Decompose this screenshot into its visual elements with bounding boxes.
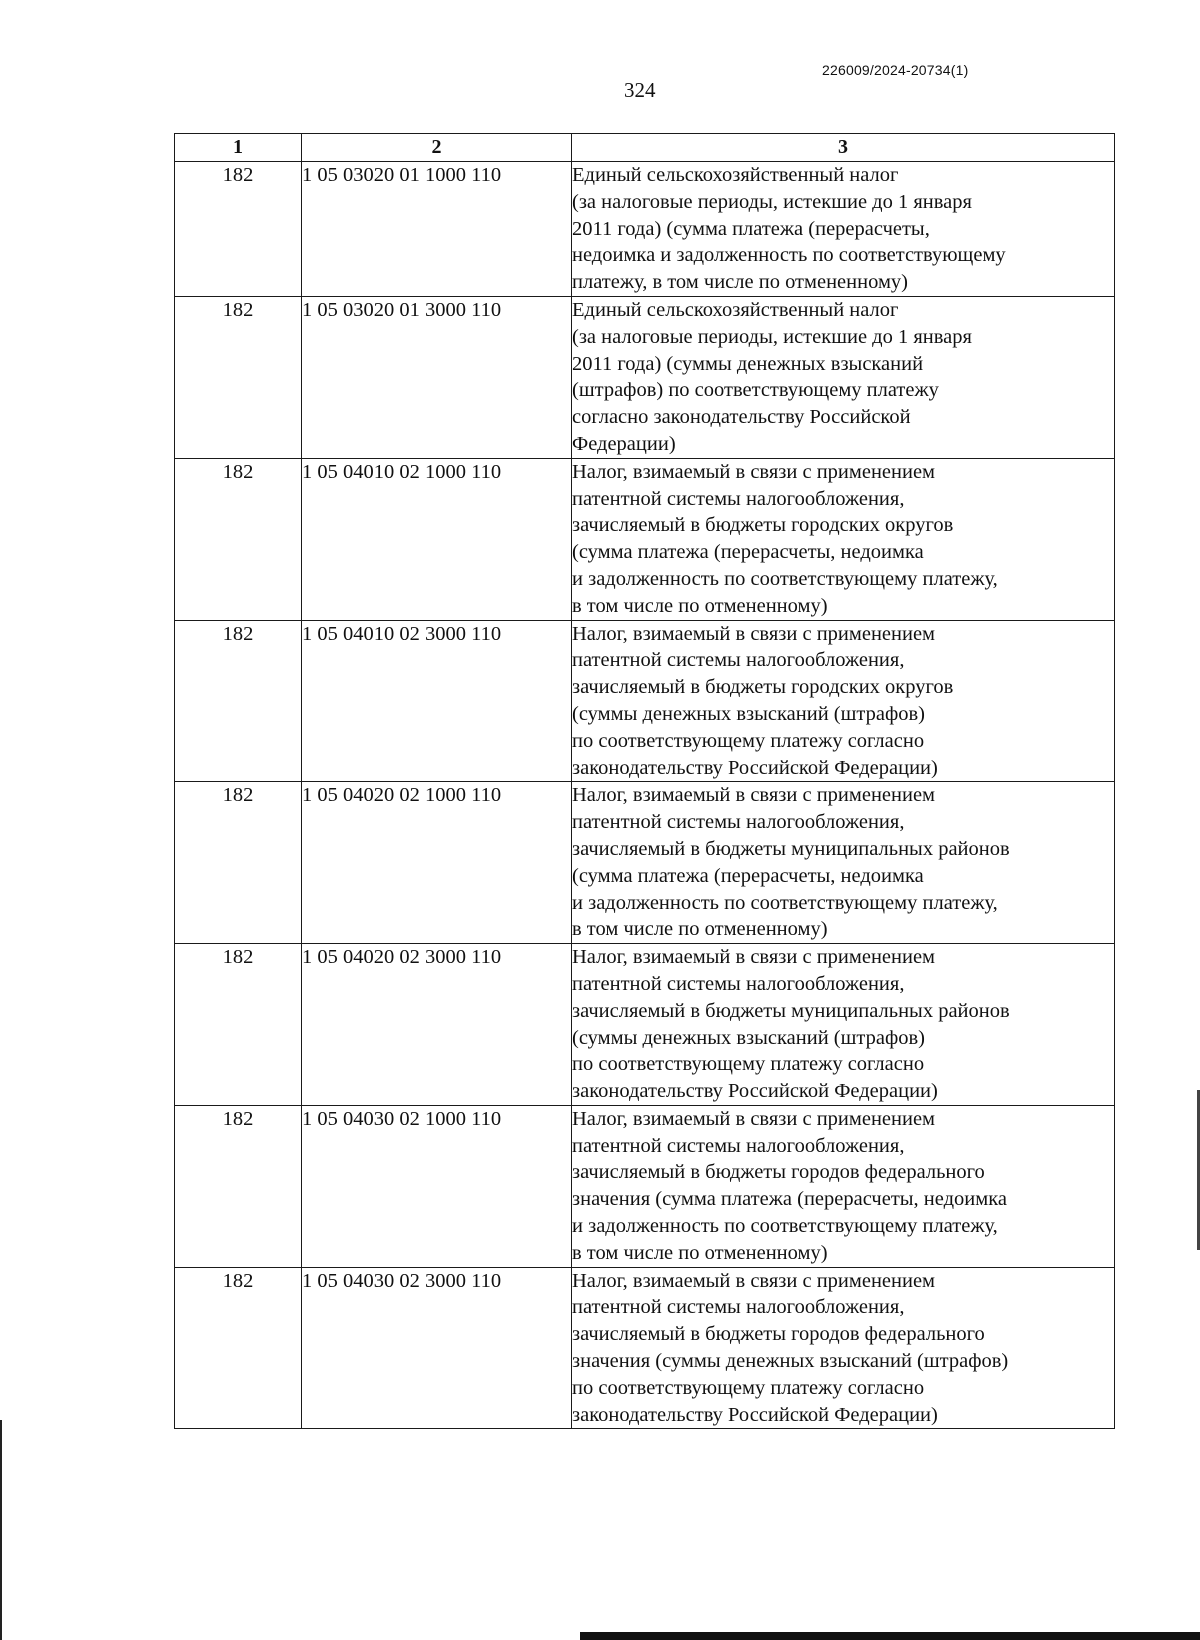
description-line: (штрафов) по соответствующему платежу bbox=[572, 379, 939, 402]
description-line: и задолженность по соответствующему платежу, bbox=[572, 567, 998, 590]
description-line: Единый сельскохозяйственный налог bbox=[572, 164, 899, 186]
description-line: патентной системы налогообложения, bbox=[572, 1134, 905, 1157]
description-line: патентной системы налогообложения, bbox=[572, 811, 905, 834]
income-description-cell bbox=[572, 1267, 1115, 1429]
table-row bbox=[175, 458, 1115, 620]
administrator-code-cell: 182 bbox=[175, 458, 302, 620]
table-body bbox=[175, 162, 1115, 1429]
income-description-cell bbox=[572, 162, 1115, 297]
column-header-3: 3 bbox=[572, 134, 1115, 162]
description-line: Налог, взимаемый в связи с применением bbox=[572, 1269, 936, 1292]
description-line: патентной системы налогообложения, bbox=[572, 1296, 905, 1319]
description-line: патентной системы налогообложения, bbox=[572, 487, 905, 510]
budget-code-cell: 1 05 04030 02 1000 110 bbox=[302, 1105, 572, 1267]
administrator-code-cell: 182 bbox=[175, 296, 302, 458]
description-line: 2011 года) (суммы денежных взысканий bbox=[572, 352, 924, 375]
administrator-code-cell: 182 bbox=[175, 1105, 302, 1267]
budget-code-cell: 1 05 03020 01 3000 110 bbox=[302, 296, 572, 458]
description-line: зачисляемый в бюджеты городских округов bbox=[572, 514, 954, 537]
column-header-1: 1 bbox=[175, 134, 302, 162]
income-description-cell bbox=[572, 1105, 1115, 1267]
description-line: (суммы денежных взысканий (штрафов) bbox=[572, 1026, 926, 1049]
budget-code-cell: 1 05 04020 02 3000 110 bbox=[302, 944, 572, 1106]
description-line: Налог, взимаемый в связи с применением bbox=[572, 622, 936, 645]
description-line: по соответствующему платежу согласно bbox=[572, 1376, 925, 1399]
budget-code-cell: 1 05 04010 02 3000 110 bbox=[302, 620, 572, 782]
description-line: платежу, в том числе по отмененному) bbox=[572, 271, 908, 294]
income-description-cell bbox=[572, 620, 1115, 782]
table-row bbox=[175, 620, 1115, 782]
income-description-cell bbox=[572, 782, 1115, 944]
description-line: Единый сельскохозяйственный налог bbox=[572, 298, 899, 321]
table-row bbox=[175, 1267, 1115, 1429]
budget-code-cell: 1 05 04020 02 1000 110 bbox=[302, 782, 572, 944]
description-line: законодательству Российской Федерации) bbox=[572, 1403, 938, 1426]
scan-edge-bottom bbox=[580, 1632, 1200, 1640]
table-row bbox=[175, 782, 1115, 944]
description-line: зачисляемый в бюджеты городских округов bbox=[572, 676, 954, 699]
description-line: и задолженность по соответствующему платежу, bbox=[572, 1215, 998, 1238]
document-registration-number: 226009/2024-20734(1) bbox=[822, 62, 969, 78]
table-row bbox=[175, 296, 1115, 458]
budget-code-cell: 1 05 04030 02 3000 110 bbox=[302, 1267, 572, 1429]
description-line: 2011 года) (сумма платежа (перерасчеты, bbox=[572, 217, 930, 240]
income-description-cell bbox=[572, 944, 1115, 1106]
description-line: (за налоговые периоды, истекшие до 1 января bbox=[572, 325, 972, 348]
description-line: Налог, взимаемый в связи с применением bbox=[572, 1107, 936, 1130]
description-line: Налог, взимаемый в связи с применением bbox=[572, 460, 936, 483]
description-line: недоимка и задолженность по соответствующему bbox=[572, 244, 1006, 267]
description-line: в том числе по отмененному) bbox=[572, 594, 828, 617]
description-line: значения (сумма платежа (перерасчеты, недоимка bbox=[572, 1188, 1007, 1211]
description-line: Налог, взимаемый в связи с применением bbox=[572, 946, 936, 969]
administrator-code-cell: 182 bbox=[175, 620, 302, 782]
administrator-code-cell: 182 bbox=[175, 782, 302, 944]
description-line: зачисляемый в бюджеты городов федерального bbox=[572, 1323, 985, 1346]
description-line: (сумма платежа (перерасчеты, недоимка bbox=[572, 541, 924, 564]
description-line: по соответствующему платежу согласно bbox=[572, 1053, 925, 1076]
description-line: зачисляемый в бюджеты муниципальных районов bbox=[572, 837, 1010, 860]
description-line: и задолженность по соответствующему платежу, bbox=[572, 891, 998, 914]
description-line: в том числе по отмененному) bbox=[572, 918, 828, 941]
table-header-row bbox=[175, 134, 1115, 162]
table-row bbox=[175, 1105, 1115, 1267]
description-line: (за налоговые периоды, истекшие до 1 января bbox=[572, 190, 972, 213]
administrator-code-cell: 182 bbox=[175, 162, 302, 297]
page-number: 324 bbox=[624, 78, 656, 102]
administrator-code-cell: 182 bbox=[175, 944, 302, 1106]
description-line: (суммы денежных взысканий (штрафов) bbox=[572, 702, 926, 725]
description-line: зачисляемый в бюджеты городов федерального bbox=[572, 1161, 985, 1184]
description-line: значения (суммы денежных взысканий (штрафов) bbox=[572, 1350, 1009, 1373]
description-line: законодательству Российской Федерации) bbox=[572, 1080, 938, 1103]
description-line: согласно законодательству Российской bbox=[572, 406, 911, 429]
administrator-code-cell: 182 bbox=[175, 1267, 302, 1429]
description-line: патентной системы налогообложения, bbox=[572, 649, 905, 672]
description-line: зачисляемый в бюджеты муниципальных районов bbox=[572, 999, 1010, 1022]
description-line: в том числе по отмененному) bbox=[572, 1241, 828, 1264]
description-line: (сумма платежа (перерасчеты, недоимка bbox=[572, 864, 924, 887]
budget-code-cell: 1 05 03020 01 1000 110 bbox=[302, 162, 572, 297]
budget-code-cell: 1 05 04010 02 1000 110 bbox=[302, 458, 572, 620]
description-line: по соответствующему платежу согласно bbox=[572, 729, 925, 752]
description-line: законодательству Российской Федерации) bbox=[572, 756, 938, 779]
income-description-cell bbox=[572, 296, 1115, 458]
description-line: Федерации) bbox=[572, 432, 676, 455]
description-line: Налог, взимаемый в связи с применением bbox=[572, 784, 936, 807]
table-row bbox=[175, 162, 1115, 297]
budget-classification-table bbox=[174, 133, 1115, 1429]
description-line: патентной системы налогообложения, bbox=[572, 972, 905, 995]
scan-edge-left bbox=[0, 1420, 2, 1640]
income-description-cell bbox=[572, 458, 1115, 620]
column-header-2: 2 bbox=[302, 134, 572, 162]
table-row bbox=[175, 944, 1115, 1106]
